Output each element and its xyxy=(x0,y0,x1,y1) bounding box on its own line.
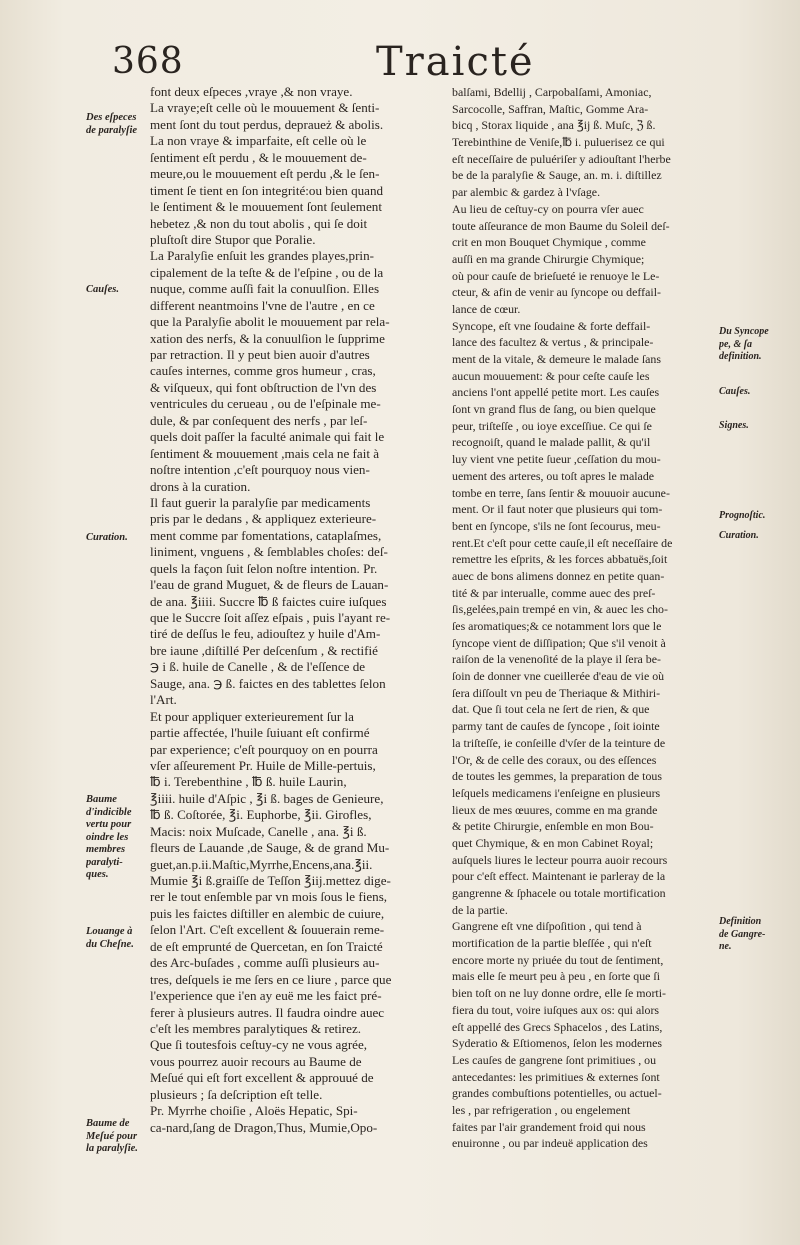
margin-note-curation xyxy=(86,532,150,545)
text-line: bien toſt on ne luy donne ordre, elle ſe morti- xyxy=(452,986,666,1001)
margin-note-definition-gangrene xyxy=(719,916,779,954)
text-line: different neantmoins l'vne de l'autre , en ce xyxy=(150,297,375,313)
text-line: ment de la vitale, & demeure le malade ſans xyxy=(452,352,661,366)
text-line: l'eau de grand Muguet, & de fleurs de Lauan- xyxy=(150,577,389,593)
text-line: noſtre intention ,c'eſt pourquoy nous vien- xyxy=(150,462,370,478)
text-line: aucun mouuement: & pour ceſte cauſe les xyxy=(452,368,650,383)
text-line: La vraye;eſt celle où le mouuement & ſenti- xyxy=(150,100,380,116)
margin-note-line: paralyti- xyxy=(86,856,123,868)
margin-note-line: de Gangre- xyxy=(719,928,766,940)
text-line: que la Paralyſie abolit le mouuement par rela- xyxy=(150,314,390,330)
margin-note-line: Louange à xyxy=(86,926,133,937)
text-line: pluſtoſt dire Stupor que Poralie. xyxy=(150,231,316,247)
text-line: ℈ i ß. huile de Canelle , & de l'eſſence de xyxy=(150,659,366,675)
margin-note-line: Definition xyxy=(719,916,762,927)
margin-note-line: vertu pour xyxy=(86,819,132,830)
text-line: Syncope, eſt vne ſoudaine & forte deffail- xyxy=(452,318,651,333)
text-line: la triſteſſe, ie conſeille d'vſer de la teinture de xyxy=(452,735,666,750)
text-line: l'experience que i'en ay euë me les faict pré- xyxy=(150,988,382,1004)
margin-note-line: Curation. xyxy=(719,530,759,541)
margin-note-line: Baume de xyxy=(86,1118,130,1129)
text-line: raiſon de la venenoſité de la playe il ſera be- xyxy=(452,652,661,667)
text-line: encore morte ny priuée du tout de ſentiment, xyxy=(452,952,664,967)
margin-note-louange xyxy=(86,926,150,951)
text-line: vous pourrez auoir recours au Baume de xyxy=(150,1053,362,1069)
text-line: quels doit paſſer la faculté animale qui fait le xyxy=(150,429,385,445)
text-line: ſyncope vient de diſſipation; Que s'il venoit à xyxy=(452,635,666,650)
margin-note-line: Baume xyxy=(86,794,117,805)
text-line: toute aſſeurance de mon Baume du Soleil deſ- xyxy=(452,218,670,233)
text-line: gangrenne & ſphacele ou totale mortification xyxy=(452,886,666,900)
text-line: par experience; c'eſt pourquoy on en pourra xyxy=(150,741,378,757)
text-line: le ſentiment & le mouuement ſont ſeulement xyxy=(150,199,382,215)
text-line: ment. Or il faut noter que plusieurs qui tom- xyxy=(452,502,663,517)
margin-note-curation-right xyxy=(719,530,779,543)
margin-note-line: Meſué pour xyxy=(86,1130,138,1142)
text-line: remettre les eſprits, & les forces abbatuës,ſoit xyxy=(452,552,668,567)
text-line: ca-nard,ſang de Dragon,Thus, Mumie,Opo- xyxy=(150,1119,378,1135)
text-line: fiera du tout, voire iuſques aux os: qui alors xyxy=(452,1002,660,1017)
text-line: Macis: noix Muſcade, Canelle , ana. ℥i ß. xyxy=(150,823,367,839)
text-line: grandes combuſtions potentielles, ou actuel- xyxy=(452,1086,662,1101)
text-line: ferer à plusieurs autres. Il faudra oindre auec xyxy=(150,1004,385,1020)
text-line: de la partie. xyxy=(452,902,508,917)
text-line: dule, & par conſequent des nerfs , par leſ- xyxy=(150,412,368,428)
text-line: xation des nerfs, & la conuulſion le ſupprime xyxy=(150,330,385,346)
right-text-column xyxy=(452,84,717,1152)
text-line: cteur, & afin de venir au ſyncope ou deffail- xyxy=(452,285,661,300)
margin-note-line: la paralyſie. xyxy=(86,1143,138,1154)
text-line: lance de cœur. xyxy=(452,301,521,316)
text-line: auec de bons alimens donnez en petite quan- xyxy=(452,568,665,583)
text-line: drons à la curation. xyxy=(150,478,251,494)
margin-note-baume xyxy=(86,794,150,882)
text-line: par alembic & gardez à l'vſage. xyxy=(452,185,601,200)
text-line: l'Or, & de celle des coraux, ou des eſſences xyxy=(452,752,657,767)
text-line: quels la façon ſuit ſelon noſtre intention. Pr. xyxy=(150,560,378,576)
text-line: La non vraye & imparfaite, eſt celle où le xyxy=(150,133,367,149)
text-line: guet,an.p.ii.Maſtic,Myrrhe,Encens,ana.℥ii. xyxy=(150,856,373,872)
text-line: de ana. ℥iiii. Succre ℔ ß faictes cuire iuſques xyxy=(150,593,387,609)
text-line: bent en ſyncope, s'ils ne ſont ſecourus, meu- xyxy=(452,518,661,533)
margin-note-line: Des eſpeces xyxy=(86,112,137,123)
margin-note-line: Cauſes. xyxy=(86,284,119,295)
margin-note-line: du Cheſne. xyxy=(86,938,134,950)
text-line: liniment, vnguens , & ſemblables choſes: deſ- xyxy=(150,544,388,560)
text-line: Que ſi toutesfois ceſtuy-cy ne vous agrée, xyxy=(150,1037,368,1053)
text-line: partie affectée, l'huile ſuiuant eſt confirmé xyxy=(150,725,370,741)
text-line: tres, deſquels ie me ſers en ce liure , parce que xyxy=(150,971,392,987)
text-line: crit en mon Bouquet Chymique , comme xyxy=(452,235,646,250)
text-line: puis les faictes diſtiller en alembic de cuiure, xyxy=(150,905,385,921)
text-line: mais elle ſe meurt peu à peu , en ſorte que ſi xyxy=(452,969,661,984)
text-line: Syderatio & Eſtiomenos, ſelon les modernes xyxy=(452,1036,663,1051)
text-line: recognoiſt, quand le malade pallit, & qu'il xyxy=(452,435,651,450)
text-line: ſont vn grand flus de ſang, ou bien quelque xyxy=(452,402,656,417)
text-line: cauſes internes, comme gros humeur , cras, xyxy=(150,363,376,379)
text-line: antecedantes: les primitiues & externes ſont xyxy=(452,1069,660,1084)
text-line: auſquels liures le lecteur pourra auoir recours xyxy=(452,852,668,867)
text-line: pour c'eſt effect. Maintenant ie parleray de la xyxy=(452,869,666,884)
text-line: fleurs de Lauande ,de Sauge, & de grand Mu- xyxy=(150,840,390,856)
text-line: plusieurs ; ſa deſcription eſt telle. xyxy=(150,1086,323,1102)
text-line: rent.Et c'eſt pour cette cauſe,il eſt neceſſaire de xyxy=(452,535,673,550)
text-line: peur, triſteſſe , ou ioye exceſſiue. Ce qui ſe xyxy=(452,418,652,433)
text-line: ℔ ß. Coſtorée, ℥i. Euphorbe, ℥ii. Girofles, xyxy=(150,807,372,823)
text-line: Sauge, ana. ℈ ß. faictes en des tablettes ſelon xyxy=(150,675,386,691)
margin-note-line: pe, & ſa xyxy=(719,338,753,350)
text-line: font deux eſpeces ,vraye ,& non vraye. xyxy=(150,84,353,99)
running-title: Traicté xyxy=(376,39,535,85)
text-line: be de la paralyſie & Sauge, an. m. i. diſtillez xyxy=(452,168,662,183)
margin-note-line: membres xyxy=(86,844,126,855)
text-line: Et pour appliquer exterieurement ſur la xyxy=(150,708,354,724)
text-line: pris par le dedans , & appliquez exterieure- xyxy=(150,511,377,527)
text-line: où pour cauſe de brieſueté ie renuoye le Le- xyxy=(452,268,660,283)
text-line: des Arc-buſades , comme auſſi plusieurs au- xyxy=(150,955,380,971)
text-line: hebetez ,& non du tout abolis , qui ſe doit xyxy=(150,215,368,231)
text-line: enuironne , ou par indeuë application des xyxy=(452,1136,648,1151)
margin-note-causes-right xyxy=(719,386,779,399)
text-line: rer le tout enſemble par vn mois ſous le fiens, xyxy=(150,889,388,905)
text-line: ℔ i. Terebenthine , ℔ ß. huile Laurin, xyxy=(150,774,347,790)
text-line: anciens l'ont appellé petite mort. Les cauſes xyxy=(452,385,660,400)
text-line: par retraction. Il y peut bien auoir d'autres xyxy=(150,347,370,362)
margin-note-line: ques. xyxy=(86,869,109,880)
text-line: que le Succre ſoit aſſez eſpais , puis l'ayant re- xyxy=(150,610,391,625)
text-line: les , par refrigeration , ou engelement xyxy=(452,1102,631,1117)
text-line: ſis,gelées,pain trempé en vin, & auec les cho- xyxy=(452,602,668,617)
text-line: ſes aromatiques;& ce notamment lors que le xyxy=(452,619,662,633)
text-line: ſentiment eſt perdu , & le mouuement de- xyxy=(150,149,367,165)
margin-note-baume-mesue xyxy=(86,1118,150,1156)
text-line: Mumie ℥i ß.graiſſe de Teſſon ℥iij.mettez dige- xyxy=(150,873,391,888)
left-text-column xyxy=(150,84,456,1136)
margin-note-causes xyxy=(86,284,150,297)
page-number: 368 xyxy=(112,41,184,82)
margin-note-line: Signes. xyxy=(719,420,749,431)
text-line: eſt neceſſaire de puluériſer y adiouſtant l'herbe xyxy=(452,151,671,166)
text-line: & petite Chirurgie, enſemble en mon Bou- xyxy=(452,819,654,834)
text-line: Au lieu de ceſtuy-cy on pourra vſer auec xyxy=(452,201,644,216)
text-line: meure,ou le mouuement eſt perdu ,& le ſen- xyxy=(150,166,380,182)
text-line: bicq , Storax liquide , ana ℥ij ß. Muſc, ℨ ß. xyxy=(452,118,656,133)
margin-note-line: de paralyſie xyxy=(86,124,138,136)
text-line: & viſqueux, qui font obſtruction de l'vn des xyxy=(150,379,377,395)
text-line: mortification de la partie bleſſée , qui n'eſt xyxy=(452,936,652,951)
margin-note-prognostic xyxy=(719,510,779,523)
text-line: Pr. Myrrhe choiſie , Aloës Hepatic, Spi- xyxy=(150,1103,358,1119)
margin-note-du-syncope xyxy=(719,326,779,364)
text-line: ſera diſſoult vn peu de Theriaque & Mithiri- xyxy=(452,685,661,700)
text-line: ment comme par fomentations, cataplaſmes, xyxy=(150,527,382,543)
text-line: tiré de deſſus le feu, adiouſtez y huile d'Am- xyxy=(150,626,381,642)
text-line: tité & par interualle, comme auec des preſ- xyxy=(452,585,656,600)
margin-note-line: ne. xyxy=(719,941,732,952)
text-line: lieux de mes œuures, comme en ma grande xyxy=(452,802,658,817)
margin-note-line: Cauſes. xyxy=(719,386,751,397)
text-line: dat. Que ſi tout cela ne ſert de rien, & que xyxy=(452,702,650,717)
text-line: Meſué qui eſt fort excellent & approuué de xyxy=(150,1070,374,1086)
text-line: ventricules du cerueau , ou de l'eſpinale me- xyxy=(150,396,381,412)
margin-note-line: Du Syncope xyxy=(719,326,769,337)
margin-note-signes xyxy=(719,420,779,433)
text-line: Il faut guerir la paralyſie par medicaments xyxy=(150,494,371,510)
text-line: quet Chymique, & en mon Cabinet Royal; xyxy=(452,835,654,850)
margin-note-line: oindre les xyxy=(86,831,129,843)
text-line: balſami, Bdellij , Carpobalſami, Amoniac, xyxy=(452,85,652,99)
text-line: Terebinthine de Veniſe,℔ i. puluerisez ce qui xyxy=(452,135,665,150)
text-line: eſt appellé des Grecs Sphacelos , des Latins, xyxy=(452,1019,663,1034)
text-line: auſſi en ma grande Chirurgie Chymique; xyxy=(452,251,645,266)
margin-note-line: Prognoſtic. xyxy=(719,510,766,521)
text-line: vſer aſſeurement Pr. Huile de Mille-pertuis, xyxy=(150,757,376,773)
text-line: timent ſe tient en ſon integrité:ou bien quand xyxy=(150,182,384,198)
margin-note-line: Curation. xyxy=(86,532,128,543)
text-line: Les cauſes de gangrene ſont primitiues , ou xyxy=(452,1052,657,1067)
text-line: parmy tant de cauſes de ſyncope , ſoit iointe xyxy=(452,719,660,734)
text-line: La Paralyſie enſuit les grandes playes,prin- xyxy=(150,248,374,264)
text-line: nuque, comme auſſi fait la conuulſion. Elles xyxy=(150,281,380,297)
text-line: ℥iiii. huile d'Aſpic , ℥i ß. bages de Genieure, xyxy=(150,790,384,806)
text-line: l'Art. xyxy=(150,692,177,708)
text-line: de toutes les gemmes, la preparation de tous xyxy=(452,769,663,784)
text-line: tombe en terre, ſans ſentir & mouuoir aucune- xyxy=(452,485,670,500)
text-line: faites par l'air grandement froid qui nous xyxy=(452,1119,646,1134)
text-line: de eſt emprunté de Quercetan, en ſon Traicté xyxy=(150,938,383,954)
text-line: ment ſont du tout perdus, depraueż & abolis. xyxy=(150,116,384,132)
text-line: Gangrene eſt vne diſpoſition , qui tend à xyxy=(452,919,642,934)
text-line: uement des arteres, ou toſt apres le malade xyxy=(452,468,655,483)
text-line: ſentiment & mouuement ,mais cela ne fait à xyxy=(150,445,380,461)
margin-note-especes xyxy=(86,112,150,137)
text-line: bre iaune ,diſtillé Per deſcenſum , & rectifié xyxy=(150,642,378,658)
text-line: luy vient vne petite ſueur ,ceſſation du mou- xyxy=(452,452,661,467)
text-line: ſelon l'Art. C'eſt excellent & ſouuerain reme- xyxy=(150,922,385,938)
margin-note-line: definition. xyxy=(719,351,762,362)
text-line: leſquels medicamens i'enſeigne en plusieurs xyxy=(452,785,661,800)
text-line: ſoin de donner vne cueillerée d'eau de vie où xyxy=(452,669,665,684)
text-line: cipalement de la teſte & de l'eſpine , ou de la xyxy=(150,264,384,280)
text-line: Sarcocolle, Saffran, Maſtic, Gomme Ara- xyxy=(452,101,649,116)
margin-note-line: d'indicible xyxy=(86,806,132,818)
text-line: c'eſt les membres paralytiques & retirez. xyxy=(150,1020,362,1036)
text-line: lance des facultez & vertus , & principale- xyxy=(452,335,654,350)
